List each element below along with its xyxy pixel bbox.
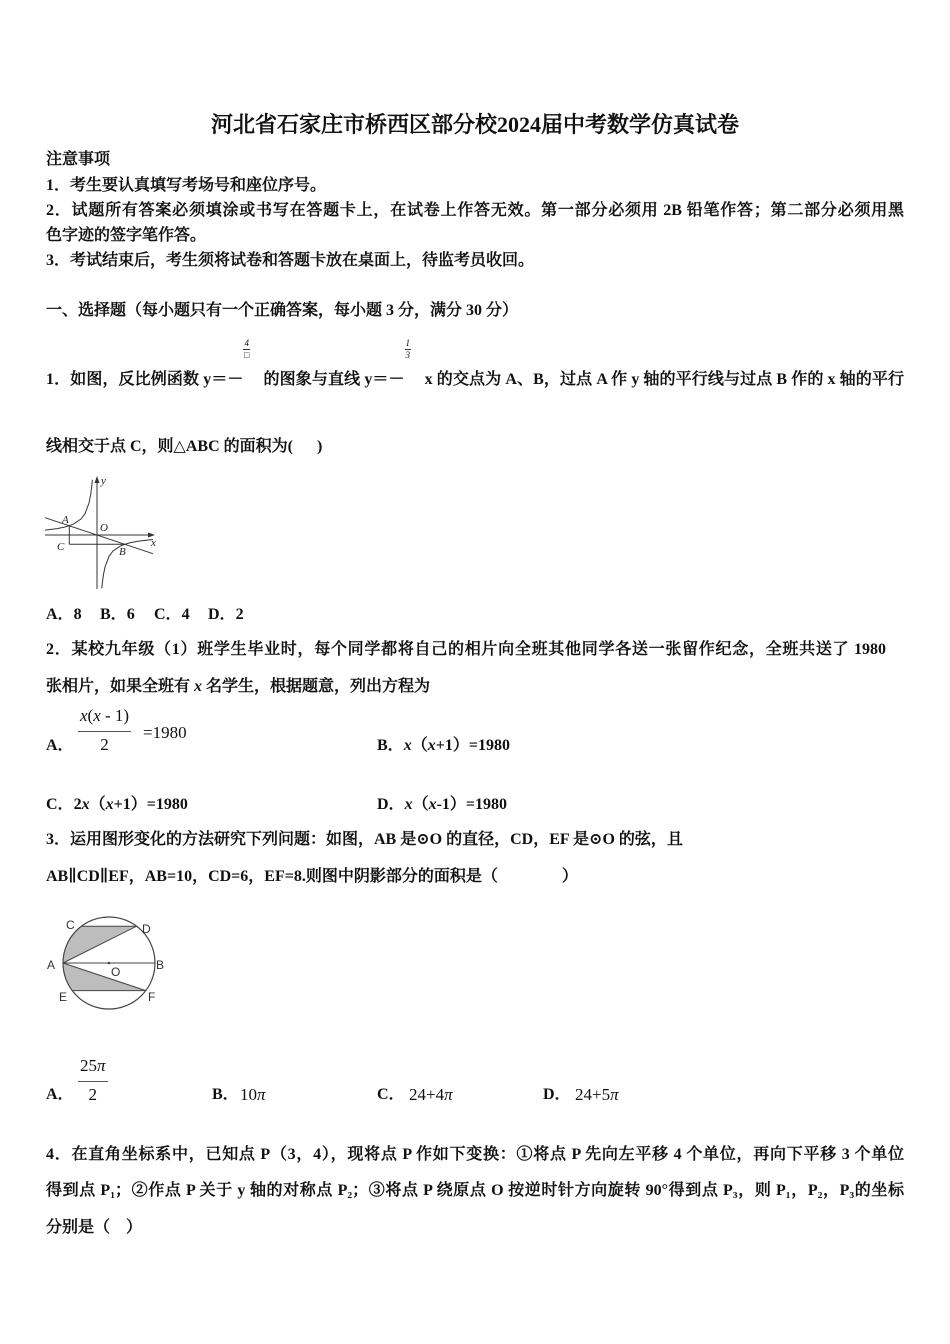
q2-option-c-coef: 2: [73, 796, 82, 813]
q2-option-a-denominator: 2: [100, 735, 109, 754]
q2-option-a-label: A．: [46, 737, 74, 754]
q2-option-a-num-rest: - 1): [100, 706, 130, 725]
q1-stem-text-b: 的图象与直线 y＝－: [259, 371, 405, 388]
q3-option-d-value: [575, 1085, 619, 1105]
q1-option-b: [100, 605, 154, 625]
q2-option-d-x2: x: [428, 796, 437, 813]
q3-option-c-value: [409, 1085, 453, 1105]
q2-option-b-label: B．: [377, 737, 404, 754]
q1-fraction-b-denominator: 3: [405, 350, 411, 360]
q3-stem-line-2: AB∥CD∥EF，AB=10，CD=6，EF=8.则图中阴影部分的面积是（ ）: [46, 868, 578, 885]
q1-stem-text-a: 1．如图，反比例函数 y＝－: [46, 371, 244, 388]
q1-figure-label-b: B: [119, 546, 126, 558]
q3-figure-label-c: C: [66, 918, 75, 932]
q1-figure-y-arrow: [95, 476, 100, 483]
q4-stem-line-1: 4．在直角坐标系中，已知点 P（3，4），现将点 P 作如下变换：①将点 P 先向左平移 4 个单位，再向下平移 3 个单位: [46, 1146, 904, 1163]
q1-fraction-a-stack: [243, 339, 250, 360]
q2-option-d-label: D．: [377, 796, 405, 813]
q3-figure-label-a: A: [47, 958, 56, 972]
notice-line-2-continued: 色字迹的签字笔作答。: [46, 227, 207, 244]
q3-figure-label-o: O: [111, 965, 121, 979]
q3-option-a-denominator: 2: [88, 1085, 98, 1104]
q2-option-a-fraction: [78, 706, 131, 755]
q2-option-b-x2: x: [427, 737, 436, 754]
q1-option-a-label: A．: [46, 606, 74, 623]
q2-option-d-rest: -1）=1980: [436, 796, 508, 813]
q3-figure-label-e: E: [59, 990, 68, 1004]
q2-option-c: [46, 795, 188, 815]
q3-option-b-label: B．: [212, 1086, 239, 1103]
q2-stem-text-a: 张相片，如果全班有: [46, 678, 195, 695]
q3-option-d-digits: 24+5: [575, 1085, 611, 1104]
q2-option-a-num-paren: (: [87, 706, 94, 725]
notice-line-3: 3．考试结束后，考生须将试卷和答题卡放在桌面上，待监考员收回。: [46, 252, 535, 269]
q3-option-c-pi: π: [444, 1085, 453, 1104]
q3-option-a-num-pi: π: [97, 1056, 106, 1075]
q3-option-a-fraction: [78, 1056, 108, 1105]
q2-option-d-paren: （: [412, 796, 429, 813]
q3-figure-label-d: D: [142, 922, 151, 936]
q1-fraction-b-stack: [405, 339, 412, 360]
q3-option-c-digits: 24+4: [409, 1085, 445, 1104]
notice-line-2: 2．试题所有答案必须填涂或书写在答题卡上，在试卷上作答无效。第一部分必须用 2B 铅笔作答；第二部分必须用黑: [46, 202, 904, 219]
q1-figure-label-y: y: [101, 475, 106, 487]
q1-fraction-a-numerator: 4: [244, 338, 249, 348]
q1-stem-line-1: [46, 338, 904, 390]
q1-figure-label-x: x: [151, 537, 156, 549]
q3-figure-label-f: F: [148, 990, 156, 1004]
q1-fraction-a: [243, 338, 259, 384]
q3-option-a-num-digits: 25: [80, 1056, 97, 1075]
q1-option-b-value: 6: [126, 606, 135, 623]
q2-stem-variable-x: x: [194, 678, 203, 695]
q2-option-a-num-x1: x: [80, 706, 88, 725]
q1-option-d-value: 2: [235, 606, 244, 623]
q2-option-b-paren: （: [411, 737, 428, 754]
q2-stem-line-1: 2．某校九年级（1）班学生毕业时，每个同学都将自己的相片向全班其他同学各送一张留作纪念，全班共送了 1980: [46, 641, 886, 658]
q1-option-d-label: D．: [208, 606, 236, 623]
q1-option-d: [208, 605, 262, 625]
q2-option-b-rest: +1）=1980: [435, 737, 510, 754]
q1-option-a-value: 8: [73, 606, 82, 623]
q2-option-c-x2: x: [105, 796, 114, 813]
q1-fraction-b-numerator: 1: [405, 338, 411, 348]
q1-figure: [40, 470, 165, 595]
q1-stem-line-2: 线相交于点 C，则△ABC 的面积为( ): [46, 438, 323, 455]
q3-option-d-pi: π: [610, 1085, 619, 1104]
q2-option-b: [377, 736, 510, 756]
q3-option-b-pi: π: [257, 1085, 266, 1104]
q1-stem-text-c: x 的交点为 A、B，过点 A 作 y 轴的平行线与过点 B 作的 x 轴的平行: [420, 371, 904, 388]
q1-option-a: [46, 605, 100, 625]
q2-option-a-rhs: =1980: [143, 723, 187, 742]
q3-option-b-digits: 10: [240, 1085, 257, 1104]
q2-option-c-x1: x: [81, 796, 90, 813]
q3-option-a-numerator: [78, 1056, 108, 1082]
q3-option-d-label: D．: [543, 1086, 571, 1103]
q1-figure-label-o: O: [100, 522, 108, 534]
q2-stem-line-2: [46, 677, 430, 697]
q1-option-b-label: B．: [100, 606, 127, 623]
q1-figure-label-c: C: [57, 541, 65, 553]
q2-option-a-num-x2: x: [93, 706, 101, 725]
notice-heading: 注意事项: [46, 151, 111, 168]
q2-option-b-x1: x: [403, 737, 412, 754]
q1-option-c-label: C．: [154, 606, 182, 623]
q3-figure-center-dot: [108, 962, 111, 965]
q2-option-c-paren: （: [89, 796, 106, 813]
q1-fraction-a-denominator: □: [243, 350, 250, 360]
q3-figure: [45, 908, 170, 1013]
q4-stem-line-3: 分别是（ ）: [46, 1219, 143, 1236]
q1-fraction-b: [405, 338, 421, 384]
section-heading: 一、选择题（每小题只有一个正确答案，每小题 3 分，满分 30 分）: [46, 302, 519, 319]
q2-option-d-x1: x: [404, 796, 413, 813]
q1-options: [46, 605, 262, 625]
q3-option-a-label: A．: [46, 1086, 74, 1103]
q2-stem-text-b: 名学生，根据题意，列出方程为: [202, 678, 431, 695]
q3-option-b-value: [240, 1085, 266, 1105]
q2-option-d: [377, 795, 507, 815]
q1-figure-hyperbola-lower-branch: [102, 540, 153, 589]
q1-figure-label-a: A: [62, 514, 69, 526]
notice-line-1: 1．考生要认真填写考场号和座位序号。: [46, 177, 327, 194]
q2-option-c-label: C．: [46, 796, 74, 813]
q1-option-c-value: 4: [181, 606, 190, 623]
exam-title: 河北省石家庄市桥西区部分校2024届中考数学仿真试卷: [210, 112, 739, 137]
q4-stem-line-2: 得到点 P₁；②作点 P 关于 y 轴的对称点 P₂；③将点 P 绕原点 O 按逆时针方向旋转 90°得到点 P₃，则 P₁，P₂，P₃的坐标: [46, 1182, 904, 1199]
q3-option-c-label: C．: [377, 1086, 405, 1103]
q2-option-c-rest: +1）=1980: [113, 796, 188, 813]
q2-option-a-numerator: [78, 706, 131, 732]
q3-stem-line-1: 3．运用图形变化的方法研究下列问题：如图，AB 是⊙O 的直径，CD，EF 是⊙O 的弦，且: [46, 831, 683, 848]
q3-figure-label-b: B: [156, 958, 165, 972]
q1-option-c: [154, 605, 208, 625]
